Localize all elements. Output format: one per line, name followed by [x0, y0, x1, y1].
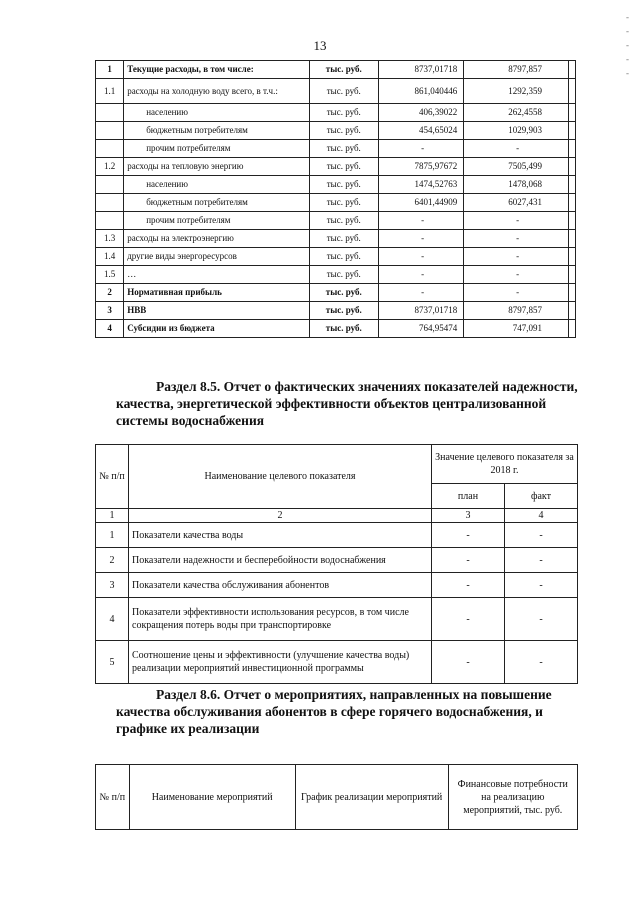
row-number: 5 — [96, 641, 129, 684]
row-name: бюджетным потребителям — [124, 122, 309, 140]
table-row — [96, 548, 578, 573]
measures-table — [95, 764, 578, 830]
header-num: № п/п — [96, 765, 130, 830]
row-value-plan: - — [378, 284, 463, 302]
row-empty-cell — [569, 302, 576, 320]
index-cell: 3 — [432, 509, 505, 523]
row-value-plan: 406,39022 — [378, 104, 463, 122]
row-value-fact: 1478,068 — [464, 176, 569, 194]
row-name: населению — [124, 104, 309, 122]
row-unit: тыс. руб. — [309, 230, 378, 248]
table-row — [96, 122, 576, 140]
row-unit: тыс. руб. — [309, 266, 378, 284]
row-empty-cell — [569, 212, 576, 230]
row-name: прочим потребителям — [124, 140, 309, 158]
table-row — [96, 573, 578, 598]
row-value-plan: 8737,01718 — [378, 61, 463, 79]
table-row — [96, 284, 576, 302]
row-value-fact: 8797,857 — [464, 61, 569, 79]
row-unit: тыс. руб. — [309, 79, 378, 104]
row-fact: - — [505, 523, 578, 548]
table-row — [96, 194, 576, 212]
page-number: 13 — [313, 38, 327, 53]
row-unit: тыс. руб. — [309, 212, 378, 230]
row-value-fact: - — [464, 266, 569, 284]
row-value-plan: - — [378, 212, 463, 230]
row-value-fact: 262,4558 — [464, 104, 569, 122]
row-empty-cell — [569, 266, 576, 284]
table-row — [96, 140, 576, 158]
section-8-6-heading: Раздел 8.6. Отчет о мероприятиях, направленных на повышение качества обслуживания абонентов в сфере горячего водоснабжения, и графике их реализации — [116, 687, 552, 736]
row-number — [96, 122, 124, 140]
row-empty-cell — [569, 122, 576, 140]
row-plan: - — [432, 598, 505, 641]
row-value-plan: 6401,44909 — [378, 194, 463, 212]
row-name: … — [124, 266, 309, 284]
row-unit: тыс. руб. — [309, 158, 378, 176]
row-plan: - — [432, 573, 505, 598]
row-value-fact: - — [464, 230, 569, 248]
row-value-fact: 8797,857 — [464, 302, 569, 320]
row-unit: тыс. руб. — [309, 248, 378, 266]
row-unit: тыс. руб. — [309, 320, 378, 338]
row-fact: - — [505, 598, 578, 641]
row-number: 3 — [96, 302, 124, 320]
row-value-fact: 6027,431 — [464, 194, 569, 212]
row-indicator-name: Показатели качества воды — [129, 523, 432, 548]
row-name: другие виды энергоресурсов — [124, 248, 309, 266]
row-value-fact: - — [464, 284, 569, 302]
row-number — [96, 104, 124, 122]
row-value-fact: 747,091 — [464, 320, 569, 338]
table-row — [96, 61, 576, 79]
row-number: 1.3 — [96, 230, 124, 248]
row-value-plan: 8737,01718 — [378, 302, 463, 320]
row-empty-cell — [569, 158, 576, 176]
row-indicator-name: Показатели эффективности использования ресурсов, в том числе сокращения потерь воды при транспортировке — [129, 598, 432, 641]
row-number — [96, 140, 124, 158]
table-row — [96, 598, 578, 641]
row-empty-cell — [569, 140, 576, 158]
row-fact: - — [505, 573, 578, 598]
row-empty-cell — [569, 248, 576, 266]
row-unit: тыс. руб. — [309, 140, 378, 158]
row-number: 1.5 — [96, 266, 124, 284]
row-unit: тыс. руб. — [309, 176, 378, 194]
row-number: 4 — [96, 320, 124, 338]
row-plan: - — [432, 548, 505, 573]
header-finance: Финансовые потребности на реализацию мероприятий, тыс. руб. — [448, 765, 577, 830]
row-unit: тыс. руб. — [309, 284, 378, 302]
scan-margin-mark: - - - - - — [626, 12, 629, 78]
row-value-fact: - — [464, 248, 569, 266]
table-row — [96, 176, 576, 194]
row-name: расходы на тепловую энергию — [124, 158, 309, 176]
header-target-value: Значение целевого показателя за 2018 г. — [432, 445, 578, 484]
row-value-fact: - — [464, 212, 569, 230]
index-cell: 2 — [129, 509, 432, 523]
row-name: бюджетным потребителям — [124, 194, 309, 212]
row-indicator-name: Показатели качества обслуживания абонентов — [129, 573, 432, 598]
table-row — [96, 230, 576, 248]
row-empty-cell — [569, 79, 576, 104]
index-cell: 1 — [96, 509, 129, 523]
section-8-5-heading: Раздел 8.5. Отчет о фактических значениях показателей надежности, качества, энергетической эффективности объектов централизованной системы водоснабжения — [116, 379, 578, 428]
header-plan: план — [432, 484, 505, 509]
row-plan: - — [432, 641, 505, 684]
row-name: прочим потребителям — [124, 212, 309, 230]
row-number — [96, 194, 124, 212]
row-value-plan: 1474,52763 — [378, 176, 463, 194]
row-name: расходы на электроэнергию — [124, 230, 309, 248]
row-number — [96, 176, 124, 194]
row-name: расходы на холодную воду всего, в т.ч.: — [124, 79, 309, 104]
row-unit: тыс. руб. — [309, 104, 378, 122]
row-value-plan: 861,040446 — [378, 79, 463, 104]
row-number: 4 — [96, 598, 129, 641]
row-value-fact: 1029,903 — [464, 122, 569, 140]
header-fact: факт — [505, 484, 578, 509]
row-value-plan: 7875,97672 — [378, 158, 463, 176]
row-number: 2 — [96, 284, 124, 302]
row-number: 1.4 — [96, 248, 124, 266]
row-number: 3 — [96, 573, 129, 598]
table-row — [96, 523, 578, 548]
row-number: 1.1 — [96, 79, 124, 104]
row-fact: - — [505, 641, 578, 684]
row-indicator-name: Соотношение цены и эффективности (улучшение качества воды) реализации мероприятий инвестиционной программы — [129, 641, 432, 684]
header-indicator-name: Наименование целевого показателя — [129, 445, 432, 509]
table-header-row — [96, 765, 578, 830]
row-value-fact: 1292,359 — [464, 79, 569, 104]
row-plan: - — [432, 523, 505, 548]
row-value-plan: - — [378, 140, 463, 158]
row-name: Текущие расходы, в том числе: — [124, 61, 309, 79]
row-number: 1.2 — [96, 158, 124, 176]
row-value-plan: 454,65024 — [378, 122, 463, 140]
row-value-plan: 764,95474 — [378, 320, 463, 338]
row-empty-cell — [569, 176, 576, 194]
row-name: Нормативная прибыль — [124, 284, 309, 302]
row-unit: тыс. руб. — [309, 61, 378, 79]
row-unit: тыс. руб. — [309, 194, 378, 212]
row-value-fact: 7505,499 — [464, 158, 569, 176]
row-unit: тыс. руб. — [309, 122, 378, 140]
row-number: 1 — [96, 523, 129, 548]
row-fact: - — [505, 548, 578, 573]
row-indicator-name: Показатели надежности и бесперебойности водоснабжения — [129, 548, 432, 573]
row-unit: тыс. руб. — [309, 302, 378, 320]
header-num: № п/п — [96, 445, 129, 509]
row-number: 2 — [96, 548, 129, 573]
header-schedule: График реализации мероприятий — [295, 765, 448, 830]
table-row — [96, 266, 576, 284]
row-value-plan: - — [378, 248, 463, 266]
row-value-plan: - — [378, 266, 463, 284]
table-row — [96, 641, 578, 684]
row-empty-cell — [569, 61, 576, 79]
row-value-plan: - — [378, 230, 463, 248]
table-row — [96, 158, 576, 176]
row-number — [96, 212, 124, 230]
indicators-table — [95, 444, 578, 684]
row-name: Субсидии из бюджета — [124, 320, 309, 338]
table-row — [96, 320, 576, 338]
table-row — [96, 248, 576, 266]
table-row — [96, 212, 576, 230]
row-empty-cell — [569, 194, 576, 212]
index-row — [96, 509, 578, 523]
table-row — [96, 302, 576, 320]
row-empty-cell — [569, 320, 576, 338]
table-header-row — [96, 445, 578, 484]
expenses-table — [95, 60, 576, 338]
row-empty-cell — [569, 104, 576, 122]
row-value-fact: - — [464, 140, 569, 158]
row-name: НВВ — [124, 302, 309, 320]
index-cell: 4 — [505, 509, 578, 523]
table-row — [96, 104, 576, 122]
row-number: 1 — [96, 61, 124, 79]
row-empty-cell — [569, 284, 576, 302]
table-row — [96, 79, 576, 104]
row-empty-cell — [569, 230, 576, 248]
row-name: населению — [124, 176, 309, 194]
header-measure-name: Наименование мероприятий — [129, 765, 295, 830]
